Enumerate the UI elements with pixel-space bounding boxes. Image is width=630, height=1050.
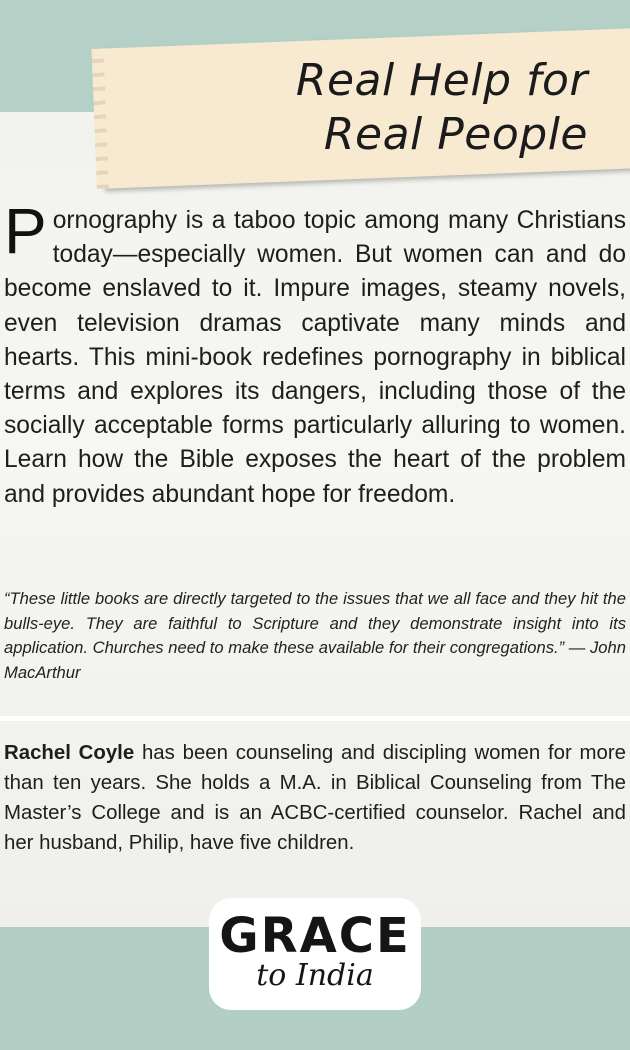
logo-main-text: GRACE [219,908,411,964]
author-bio-text: has been counseling and discipling women for more than ten years. She holds a M.A. in Biblical Counseling from The Master’s College and is an ACBC-certified counselor. Rachel and her husband, Philip, have five children. [4,742,626,854]
logo-sub-text: to India [256,958,374,993]
description-text: ornography is a taboo topic among many Christians today—especially women. But women can and do become enslaved to it. Impure images, steamy novels, even television dramas captivate many minds and hearts. This mini-book redefines pornography in biblical terms and explores its dangers, including those of the socially acceptable forms particularly alluring to women. Learn how the Bible exposes the heart of the problem and provides abundant hope for freedom. [4,207,626,508]
endorsement-quote: “These little books are directly targeted to the issues that we all face and they hit the bulls-eye. They are faithful to Scripture and they demonstrate insight into its application. Churches need to make these available for their congregations.” — John MacArthur [4,589,626,682]
page-title [228,54,588,162]
title-line-2: Real People [323,109,588,160]
drop-cap: P [4,195,47,267]
author-name: Rachel Coyle [4,742,135,764]
title-line-1: Real Help for [295,55,588,106]
author-bio [4,738,626,858]
section-divider [0,716,630,721]
description-paragraph [4,195,626,512]
grace-to-india-logo [209,898,421,1010]
